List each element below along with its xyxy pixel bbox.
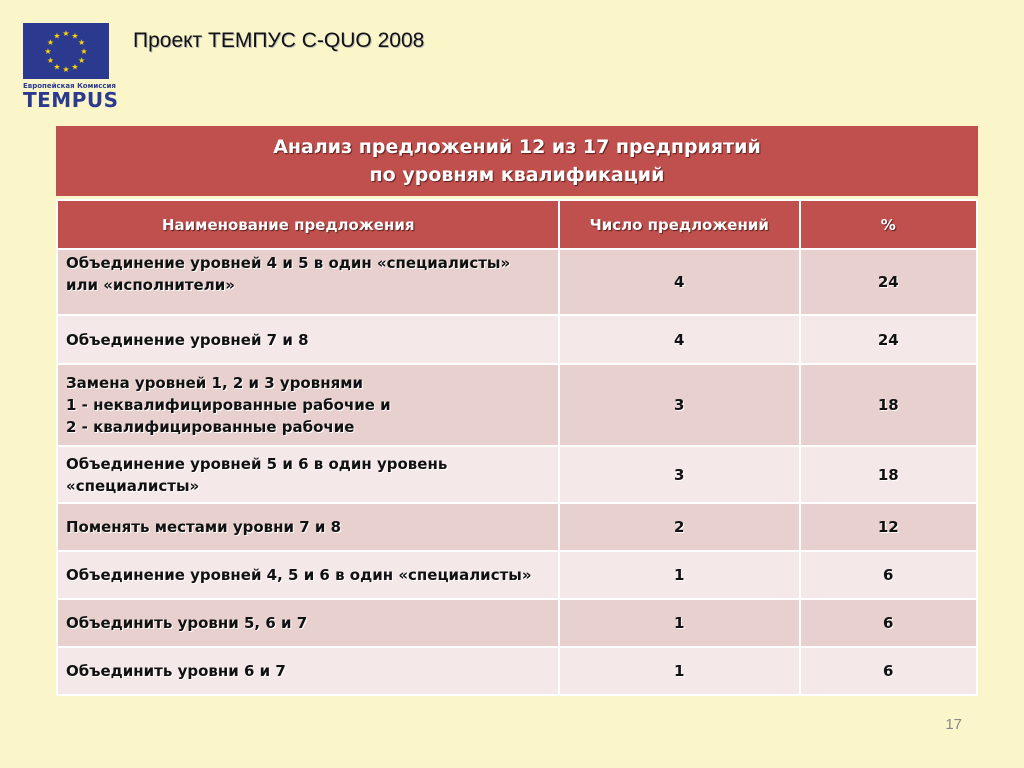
slide-banner [56, 126, 978, 196]
eu-star-icon: ★ [62, 29, 70, 38]
table-row [57, 315, 977, 364]
proposal-percent-cell: 18 [800, 446, 977, 503]
eu-star-icon: ★ [78, 38, 86, 47]
eu-star-icon: ★ [46, 56, 54, 65]
proposal-count-cell: 3 [559, 364, 800, 446]
eu-star-icon: ★ [62, 65, 70, 74]
proposal-name-line: «специалисты» [66, 476, 200, 495]
proposal-count-cell: 3 [559, 446, 800, 503]
banner-line-2: по уровням квалификаций [369, 164, 665, 186]
proposal-count-cell: 1 [559, 551, 800, 599]
proposal-name-cell [57, 647, 559, 695]
proposal-name-line: Замена уровней 1, 2 и 3 уровнями [66, 374, 363, 392]
eu-star-icon: ★ [53, 62, 61, 72]
column-header-count: Число предложений [559, 200, 800, 249]
proposal-name-cell [57, 446, 559, 503]
proposal-name-line: 2 - квалифицированные рабочие [66, 418, 355, 436]
column-header-percent: % [800, 200, 977, 249]
eu-star-icon: ★ [44, 47, 52, 56]
proposal-count-cell: 1 [559, 647, 800, 695]
proposal-name-cell [57, 503, 559, 551]
proposal-percent-cell: 6 [800, 647, 977, 695]
proposal-name-cell [57, 249, 559, 315]
proposal-name-line: Объединение уровней 7 и 8 [66, 330, 309, 349]
proposal-percent-cell: 24 [800, 315, 977, 364]
table-row [57, 647, 977, 695]
proposal-percent-cell: 6 [800, 599, 977, 647]
proposal-name-line: Поменять местами уровни 7 и 8 [66, 518, 342, 536]
logo-org-text: Европейская Комиссия [23, 82, 116, 90]
proposal-name-line: Объединить уровни 5, 6 и 7 [66, 614, 308, 632]
proposal-name-line: 1 - неквалифицированные рабочие и [66, 396, 391, 414]
proposal-name-cell [57, 551, 559, 599]
proposal-name-cell [57, 315, 559, 364]
proposal-count-cell: 4 [559, 315, 800, 364]
proposals-table [56, 199, 978, 696]
column-header-name: Наименование предложения [57, 200, 559, 249]
banner-line-1: Анализ предложений 12 из 17 предприятий [273, 136, 761, 158]
proposal-percent-cell: 24 [800, 249, 977, 315]
eu-star-icon: ★ [80, 47, 88, 56]
eu-star-icon: ★ [71, 31, 79, 41]
table-row [57, 446, 977, 503]
tempus-logo [23, 23, 119, 113]
project-title: Проект ТЕМПУС C-QUO 2008 [133, 29, 425, 52]
proposal-name-line: Объединение уровней 5 и 6 в один уровень [66, 454, 448, 473]
logo-brand-text: TEMPUS [23, 88, 119, 112]
proposal-name-line: Объединение уровней 4 и 5 в один «специалисты» [66, 254, 511, 272]
proposal-percent-cell: 18 [800, 364, 977, 446]
table-header-row [57, 200, 977, 249]
proposal-count-cell: 1 [559, 599, 800, 647]
table-row [57, 599, 977, 647]
page-number: 17 [945, 716, 962, 733]
table-row [57, 364, 977, 446]
proposal-name-line: Объединение уровней 4, 5 и 6 в один «специалисты» [66, 566, 532, 584]
table-row [57, 249, 977, 315]
proposal-name-cell [57, 599, 559, 647]
table-row [57, 503, 977, 551]
eu-star-icon: ★ [46, 38, 54, 47]
eu-flag-icon [23, 23, 109, 79]
proposal-count-cell: 4 [559, 249, 800, 315]
proposal-name-cell [57, 364, 559, 446]
proposal-name-line: или «исполнители» [66, 276, 235, 294]
eu-star-icon: ★ [71, 62, 79, 72]
eu-star-icon: ★ [78, 56, 86, 65]
table-row [57, 551, 977, 599]
proposal-percent-cell: 12 [800, 503, 977, 551]
proposal-percent-cell: 6 [800, 551, 977, 599]
proposal-name-line: Объединить уровни 6 и 7 [66, 662, 286, 680]
eu-star-icon: ★ [53, 31, 61, 41]
proposal-count-cell: 2 [559, 503, 800, 551]
